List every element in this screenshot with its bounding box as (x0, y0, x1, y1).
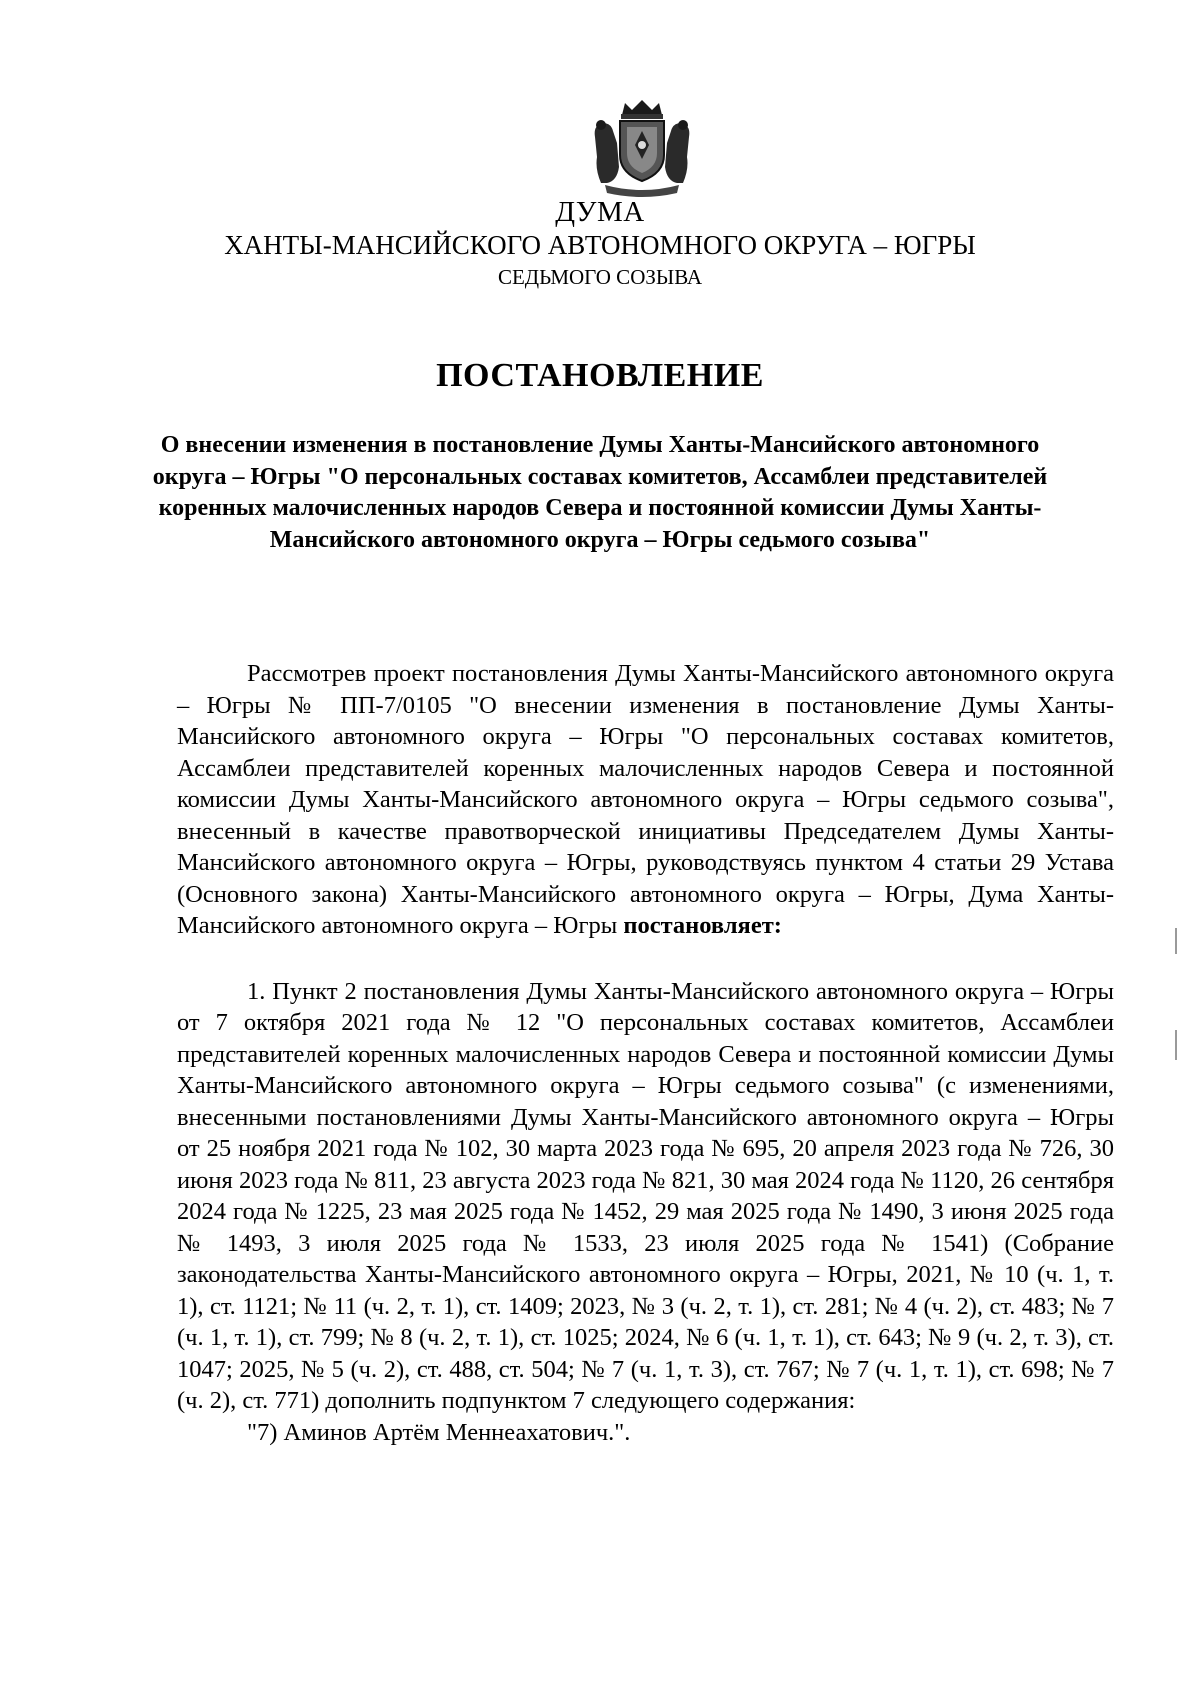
clause-1-quote: "7) Аминов Артём Меннеахатович.". (247, 1418, 631, 1446)
document-body (177, 658, 1114, 1448)
preamble-paragraph (177, 658, 1114, 942)
document-type: ПОСТАНОВЛЕНИЕ (436, 357, 764, 394)
resolves-keyword: постановляет: (623, 912, 782, 939)
clause-1-paragraph: 1. Пункт 2 постановления Думы Ханты-Мансийского автономного округа – Югры от 7 октября 2021 года № 12 "О персональных составах комитетов, Ассамблеи представителей коренных малочисленных народов Севера и постоянной комиссии Думы Ханты-Мансийского автономного округа – Югры седьмого созыва" (с изменениями, внесенными постановлениями Думы Ханты-Мансийского автономного округа – Югры от 25 ноября 2021 года № 102, 30 марта 2023 года № 695, 20 апреля 2023 года № 726, 30 июня 2023 года № 811, 23 августа 2023 года № 821, 30 мая 2024 года № 1120, 26 сентября 2024 года № 1225, 23 мая 2025 года № 1452, 29 мая 2025 года № 1490, 3 июня 2025 года № 1493, 3 июля 2025 года № 1533, 23 июля 2025 года № 1541) (Собрание законодательства Ханты-Мансийского автономного округа – Югры, 2021, № 10 (ч. 1, т. 1), ст. 1121; № 11 (ч. 2, т. 1), ст. 1409; 2023, № 3 (ч. 2, т. 1), ст. 281; № 4 (ч. 2), ст. 483; № 7 (ч. 1, т. 1), ст. 799; № 8 (ч. 2, т. 1), ст. 1025; 2024, № 6 (ч. 1, т. 1), ст. 643; № 9 (ч. 2, т. 3), ст. 1047; 2025, № 5 (ч. 2), ст. 488, ст. 504; № 7 (ч. 1, т. 3), ст. 767; № 7 (ч. 1, т. 1), ст. 698; № 7 (ч. 2), ст. 771) дополнить подпунктом 7 следующего содержания: (177, 977, 1114, 1414)
scan-margin-mark (1175, 928, 1177, 954)
coat-of-arms-icon (587, 97, 697, 202)
organization-name: ДУМА (555, 196, 645, 228)
scan-margin-mark (1175, 1030, 1177, 1060)
organization-convocation: СЕДЬМОГО СОЗЫВА (497, 265, 703, 289)
document-title: О внесении изменения в постановление Думы Ханты-Мансийского автономного округа – Югры "О персональных составах комитетов, Ассамблеи представителей коренных малочисленных народов Севера и постоянной комиссии Думы Ханты-Мансийского автономного округа – Югры седьмого созыва" (152, 432, 1048, 553)
organization-region: ХАНТЫ-МАНСИЙСКОГО АВТОНОМНОГО ОКРУГА – ЮГРЫ (224, 230, 976, 260)
preamble-text: Рассмотрев проект постановления Думы Ханты-Мансийского автономного округа – Югры № ПП-7/0105 "О внесении изменения в постановление Думы Ханты-Мансийского автономного округа – Югры "О персональных составах комитетов, Ассамблеи представителей коренных малочисленных народов Севера и постоянной комиссии Думы Ханты-Мансийского автономного округа – Югры седьмого созыва", внесенный в качестве правотворческой инициативы Председателем Думы Ханты-Мансийского автономного округа – Югры, руководствуясь пунктом 4 статьи 29 Устава (Основного закона) Ханты-Мансийского автономного округа – Югры, Дума Ханты-Мансийского автономного округа – Югры (177, 660, 1114, 939)
organization-header (0, 196, 1200, 290)
